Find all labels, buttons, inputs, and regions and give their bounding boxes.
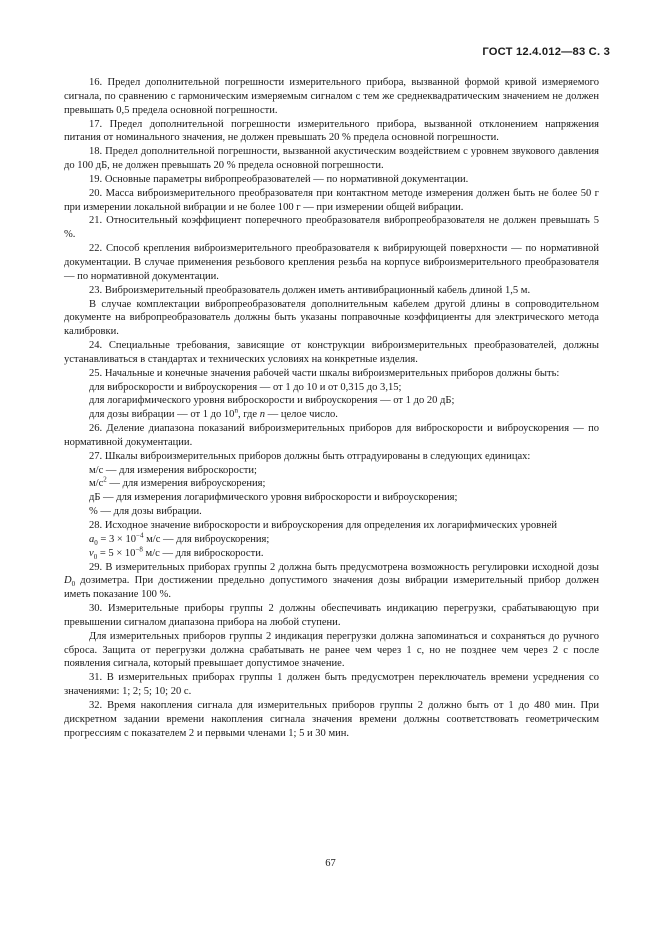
page-number: 67 bbox=[325, 858, 336, 869]
clause-27-item-db-unit: дБ — для измерения логарифмического уровня виброскорости и виброускорения; bbox=[89, 492, 458, 504]
superscript: −4 bbox=[136, 531, 144, 540]
subscript: 0 bbox=[93, 552, 98, 561]
document-body bbox=[64, 76, 599, 741]
variable: v bbox=[89, 547, 94, 559]
clause-30: 30. Измерительные приборы группы 2 должны обеспечивать индикацию перегрузки, срабатывающую при превышении сигналом диапазона прибора на любой ступени. bbox=[64, 603, 599, 628]
clause-17: 17. Предел дополнительной погрешности измерительного прибора, вызванной отклонением напряжения питания от номинального значения, не должен превышать 20 % предела основной погрешности. bbox=[64, 118, 599, 144]
superscript: 2 bbox=[103, 475, 107, 484]
clause-31: 31. В измерительных приборах группы 1 должен быть предусмотрен переключатель времени усреднения со значениями: 1; 2; 5; 10; 20 с. bbox=[64, 672, 599, 698]
clause-30-continuation: Для измерительных приборов группы 2 индикация перегрузки должна запоминаться и сохраняться до ручного сброса. Защита от перегрузки должна срабатывать не ранее чем через 1 с, но не позднее чем через 2 с после появления сигнала, который превышает допустимое значение. bbox=[64, 630, 599, 670]
clause-27-item-percent-unit: % — для дозы вибрации. bbox=[89, 506, 202, 518]
clause-25-item-log-level: для логарифмического уровня виброскорости и виброускорения — от 1 до 20 дБ; bbox=[89, 395, 455, 407]
clause-32: 32. Время накопления сигнала для измерительных приборов группы 2 должно быть от 1 до 480 мин. При дискретном задании времени накопления сигнала значения времени должны соответствовать геометрическим прогрессиям с показателем 2 и первыми членами 1; 5 и 30 мин. bbox=[64, 699, 599, 739]
page-header: ГОСТ 12.4.012—83 С. 3 bbox=[482, 46, 610, 58]
text-run: — для измерения виброускорения; bbox=[106, 478, 266, 490]
clause-18: 18. Предел дополнительной погрешности, вызванной акустическим воздействием с уровнем звукового давления до 100 дБ, не должен превышать 20 % предела основной погрешности. bbox=[64, 146, 599, 172]
clause-26: 26. Деление диапазона показаний виброизмерительных приборов для виброскорости и виброускорения — по нормативной документации. bbox=[64, 423, 599, 448]
text-run: — целое число. bbox=[265, 409, 338, 421]
variable: a bbox=[89, 533, 95, 545]
text-run: м/с — для виброскорости. bbox=[142, 547, 264, 559]
subscript: 0 bbox=[71, 580, 76, 589]
clause-24: 24. Специальные требования, зависящие от конструкции виброизмерительных преобразователей, должны устанавливаться в стандартах и технических условиях на конкретные изделия. bbox=[64, 340, 599, 365]
clause-21: 21. Относительный коэффициент поперечного преобразователя вибропреобразователя не должен превышать 5 %. bbox=[64, 215, 599, 241]
clause-27-item-velocity-unit: м/с — для измерения виброскорости; bbox=[89, 464, 257, 476]
clause-20: 20. Масса виброизмерительного преобразователя при контактном методе измерения должен быть не более 50 г при измерении локальной вибрации и не более 100 г — при измерении общей вибрации. bbox=[64, 187, 599, 213]
text-run: м/с bbox=[89, 478, 104, 490]
clause-27: 27. Шкалы виброизмерительных приборов должны быть отградуированы в следующих единицах: bbox=[89, 450, 531, 462]
clause-28-item-acceleration-ref bbox=[64, 533, 599, 547]
clause-23-continuation: В случае комплектации вибропреобразователя дополнительным кабелем другой длины в сопроводительном документе на вибропреобразователь должны быть указаны поправочные коэффициенты для электрического метода калибровки. bbox=[64, 298, 599, 338]
subscript: 0 bbox=[94, 538, 98, 547]
clause-27-item-acceleration-unit bbox=[64, 477, 599, 491]
text-run: 29. В измерительных приборах группы 2 должна быть предусмотрена возможность регулировки исходной дозы bbox=[89, 561, 599, 573]
clause-28: 28. Исходное значение виброскорости и виброускорения для определения их логарифмических уровней bbox=[89, 520, 558, 531]
text-run: = 5 × 10 bbox=[97, 547, 136, 559]
clause-16: 16. Предел дополнительной погрешности измерительного прибора, вызванной формой кривой измеряемого сигнала, по сравнению с гармоническим измеряемым сигналом с тем же среднеквадратическим значением не должен превышать 0,5 предела основной погрешности. bbox=[64, 77, 599, 116]
text-run: = 3 × 10 bbox=[97, 533, 137, 545]
variable: n bbox=[259, 409, 266, 421]
clause-25-item-velocity: для виброскорости и виброускорения — от 1 до 10 и от 0,315 до 3,15; bbox=[89, 381, 402, 393]
superscript: −8 bbox=[135, 545, 143, 554]
text-run: м/с — для виброускорения; bbox=[143, 533, 270, 545]
superscript: n bbox=[234, 406, 238, 415]
clause-25: 25. Начальные и конечные значения рабочей части шкалы виброизмерительных приборов должны быть: bbox=[89, 367, 560, 379]
text-run: дозиметра. При достижении предельно допустимого значения дозы вибрации измерительный прибор должен иметь показание 100 %. bbox=[64, 575, 599, 601]
clause-23: 23. Виброизмерительный преобразователь должен иметь антивибрационный кабель длиной 1,5 м. bbox=[89, 284, 531, 296]
clause-25-item-dose bbox=[64, 408, 599, 422]
clause-22: 22. Способ крепления виброизмерительного преобразователя к вибрирующей поверхности — по нормативной документации. В случае применения резьбового крепления резьба на корпусе виброизмерительного преобразователя — по нормативной документации. bbox=[64, 243, 599, 282]
text-run: для дозы вибрации — от 1 до 10 bbox=[89, 409, 235, 421]
clause-28-item-velocity-ref bbox=[64, 547, 599, 561]
text-run: , где bbox=[237, 409, 260, 421]
variable: D bbox=[64, 575, 72, 587]
clause-29 bbox=[64, 561, 599, 603]
clause-19: 19. Основные параметры вибропреобразователей — по нормативной документации. bbox=[89, 173, 469, 185]
